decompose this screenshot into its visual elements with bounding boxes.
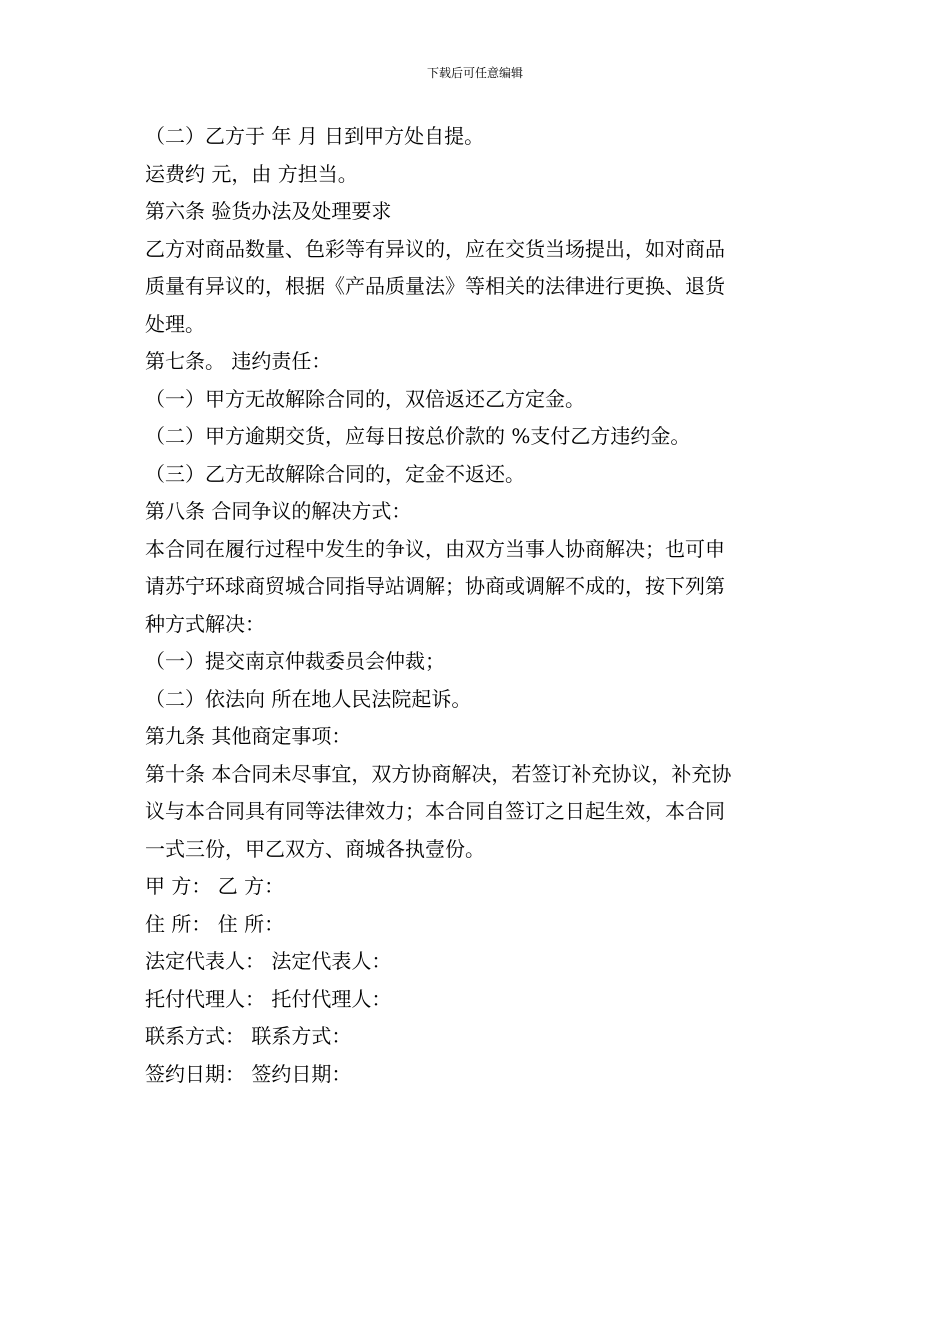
signature-party: 甲 方： 乙 方： <box>145 874 285 898</box>
inspection-paragraph <box>145 231 807 344</box>
dispute-line: 请苏宁环球商贸城合同指导站调解；协商或调解不成的，按下列第 <box>145 574 725 598</box>
article-10-line: 第十条 本合同未尽事宜，双方协商解决，若签订补充协议，补充协 <box>145 761 732 786</box>
article-10-line: 一式三份，甲乙双方、商城各执壹份。 <box>145 836 485 861</box>
signature-legal-rep: 法定代表人： 法定代表人： <box>145 949 392 973</box>
dispute-paragraph <box>145 531 807 644</box>
freight-clause: 运费约 元，由 方担当。 <box>145 161 358 186</box>
dispute-line: 种方式解决： <box>145 611 265 636</box>
article-10-paragraph <box>145 756 807 869</box>
dispute-option-2: （二）依法向 所在地人民法院起诉。 <box>145 686 472 711</box>
inspection-line: 质量有异议的，根据《产品质量法》等相关的法律进行更换、退货 <box>145 274 725 298</box>
liability-item-2: （二）甲方逾期交货，应每日按总价款的 %支付乙方违约金。 <box>145 424 691 448</box>
article-7-heading: 第七条。 违约责任： <box>145 349 332 373</box>
article-10-line: 议与本合同具有同等法律效力；本合同自签订之日起生效，本合同 <box>145 799 725 823</box>
article-8-heading: 第八条 合同争议的解决方式： <box>145 499 412 523</box>
liability-item-1: （一）甲方无故解除合同的，双倍返还乙方定金。 <box>145 386 585 411</box>
article-9-heading: 第九条 其他商定事项： <box>145 724 352 748</box>
liability-item-3: （三）乙方无故解除合同的，定金不返还。 <box>145 461 525 486</box>
signature-address: 住 所： 住 所： <box>145 911 285 936</box>
article-6-heading: 第六条 验货办法及处理要求 <box>145 199 392 223</box>
inspection-line: 处理。 <box>145 311 205 336</box>
document-body <box>145 118 807 1093</box>
dispute-line: 本合同在履行过程中发生的争议，由双方当事人协商解决；也可申 <box>145 536 725 561</box>
inspection-line: 乙方对商品数量、色彩等有异议的，应在交货当场提出，如对商品 <box>145 236 725 261</box>
dispute-option-1: （一）提交南京仲裁委员会仲裁； <box>145 649 445 673</box>
signature-agent: 托付代理人： 托付代理人： <box>145 986 392 1011</box>
signature-contact: 联系方式： 联系方式： <box>145 1024 352 1048</box>
page-header: 下载后可任意编辑 <box>426 66 523 80</box>
self-pickup-clause: （二）乙方于 年 月 日到甲方处自提。 <box>145 124 485 148</box>
signature-date: 签约日期： 签约日期： <box>145 1061 352 1086</box>
